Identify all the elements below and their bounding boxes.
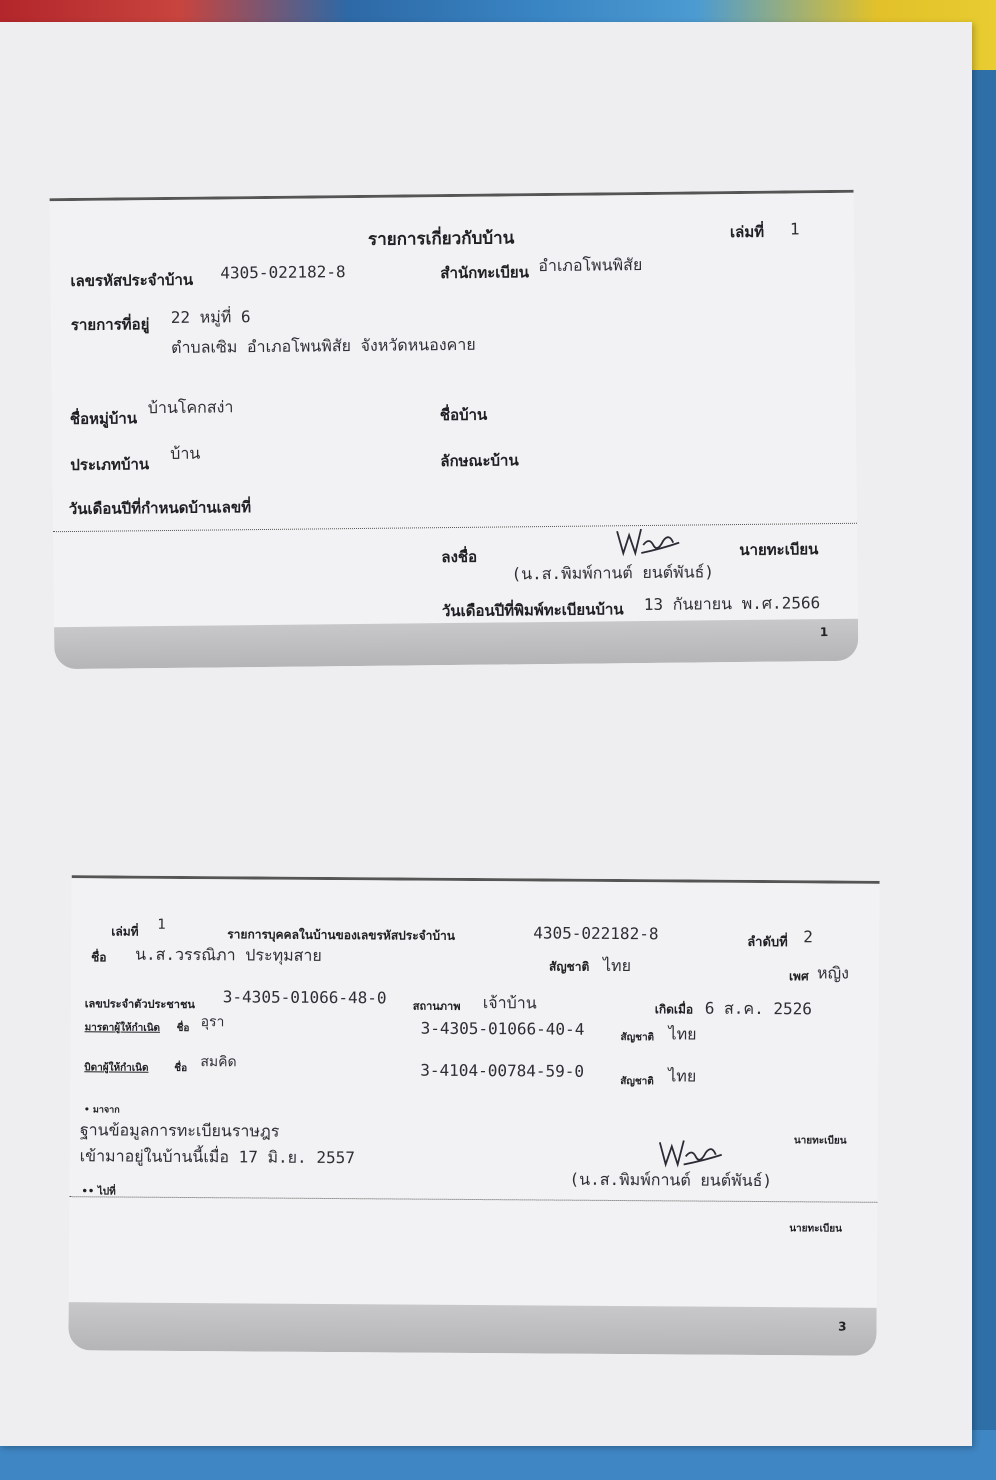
birth-label: เกิดเมื่อ: [654, 1002, 694, 1017]
separator-line: [53, 523, 857, 532]
mother-nationality: ไทย: [668, 1024, 697, 1044]
name-label: ชื่อ: [91, 950, 107, 965]
house-name-label: ชื่อบ้าน: [439, 405, 488, 425]
house-type-label: ประเภทบ้าน: [70, 455, 150, 475]
nationality-label: สัญชาติ: [548, 959, 590, 974]
registrar-signature: [656, 1134, 726, 1168]
book-label: เล่มที่: [111, 924, 139, 939]
order-number: 2: [803, 927, 813, 947]
sign-label: ลงชื่อ: [441, 547, 478, 567]
house-character-label: ลักษณะบ้าน: [440, 451, 519, 471]
from-label: • มาจาก: [83, 1105, 120, 1116]
office-label: สำนักทะเบียน: [440, 263, 530, 283]
book-label: เล่มที่: [729, 222, 765, 242]
registrar-title-bottom: นายทะเบียน: [789, 1223, 842, 1235]
status-label: สถานภาพ: [412, 999, 461, 1013]
address-line-2: ตำบลเซิม อำเภอโพนพิสัย จังหวัดหนองคาย: [171, 334, 476, 357]
father-id: 3-4104-00784-59-0: [420, 1060, 585, 1081]
moved-in-date: เข้ามาอยู่ในบ้านนี้เมื่อ 17 มิ.ย. 2557: [79, 1146, 355, 1168]
house-type-value: บ้าน: [170, 443, 201, 463]
assigned-date-label: วันเดือนปีที่กำหนดบ้านเลขที่: [68, 498, 252, 519]
house-code-label: เลขรหัสประจำบ้าน: [70, 270, 194, 291]
mother-name-label: ชื่อ: [176, 1022, 190, 1035]
nationality-value: ไทย: [602, 955, 632, 976]
page-number: 3: [838, 1319, 847, 1334]
page-number: 1: [819, 625, 829, 640]
card-title: รายการเกี่ยวกับบ้าน: [367, 228, 515, 250]
status-value: เจ้าบ้าน: [482, 993, 537, 1013]
father-nationality-label: สัญชาติ: [620, 1076, 654, 1088]
sex-label: เพศ: [788, 969, 809, 984]
father-label: บิดาผู้ให้กำเนิด: [84, 1062, 149, 1074]
person-name: น.ส.วรรณิภา ประทุมสาย: [135, 944, 322, 965]
mother-nationality-label: สัญชาติ: [620, 1032, 655, 1044]
order-label: ลำดับที่: [747, 934, 788, 951]
father-nationality: ไทย: [668, 1066, 697, 1086]
registrar-title: นายทะเบียน: [739, 540, 819, 560]
card-bottom-strip: [68, 1302, 876, 1356]
print-date-label: วันเดือนปีที่พิมพ์ทะเบียนบ้าน: [441, 600, 624, 621]
address-line-1: 22 หมู่ที่ 6: [170, 307, 251, 327]
photocopy-sheet: [0, 22, 972, 1446]
office-value: อำเภอโพนพิสัย: [538, 255, 643, 276]
person-info-card: [68, 875, 879, 1356]
print-date-value: 13 กันยายน พ.ศ.2566: [643, 593, 821, 615]
father-name-label: ชื่อ: [174, 1062, 188, 1074]
house-info-card: [50, 190, 859, 669]
registrar-signature: [613, 523, 683, 558]
birth-date: 6 ส.ค. 2526: [704, 998, 812, 1019]
from-value: ฐานข้อมูลการทะเบียนราษฎร: [79, 1120, 280, 1141]
house-code: 4305-022182-8: [220, 262, 346, 283]
address-label: รายการที่อยู่: [70, 315, 150, 335]
registrar-name: (น.ส.พิมพ์กานต์ ยนต์พันธ์): [511, 562, 715, 584]
mother-label: มารดาผู้ให้กำเนิด: [84, 1022, 161, 1034]
registrar-title-top: นายทะเบียน: [793, 1135, 847, 1147]
to-label: •• ไปที่: [81, 1186, 116, 1198]
father-name: สมคิด: [200, 1054, 237, 1071]
book-number: 1: [789, 219, 800, 239]
village-value: บ้านโคกสง่า: [147, 397, 234, 418]
village-label: ชื่อหมู่บ้าน: [69, 409, 138, 429]
card-title: รายการบุคคลในบ้านของเลขรหัสประจำบ้าน: [227, 927, 456, 943]
separator-line: [69, 1196, 877, 1203]
mother-name: อุรา: [200, 1014, 225, 1031]
card-bottom-strip: [54, 619, 858, 669]
mother-id: 3-4305-01066-40-4: [420, 1018, 585, 1039]
book-number: 1: [157, 916, 166, 933]
id-label: เลขประจำตัวประชาชน: [84, 997, 196, 1012]
id-number: 3-4305-01066-48-0: [222, 987, 387, 1008]
house-code: 4305-022182-8: [533, 923, 659, 944]
sex-value: หญิง: [816, 963, 850, 983]
registrar-name: (น.ส.พิมพ์กานต์ ยนต์พันธ์): [569, 1169, 773, 1191]
